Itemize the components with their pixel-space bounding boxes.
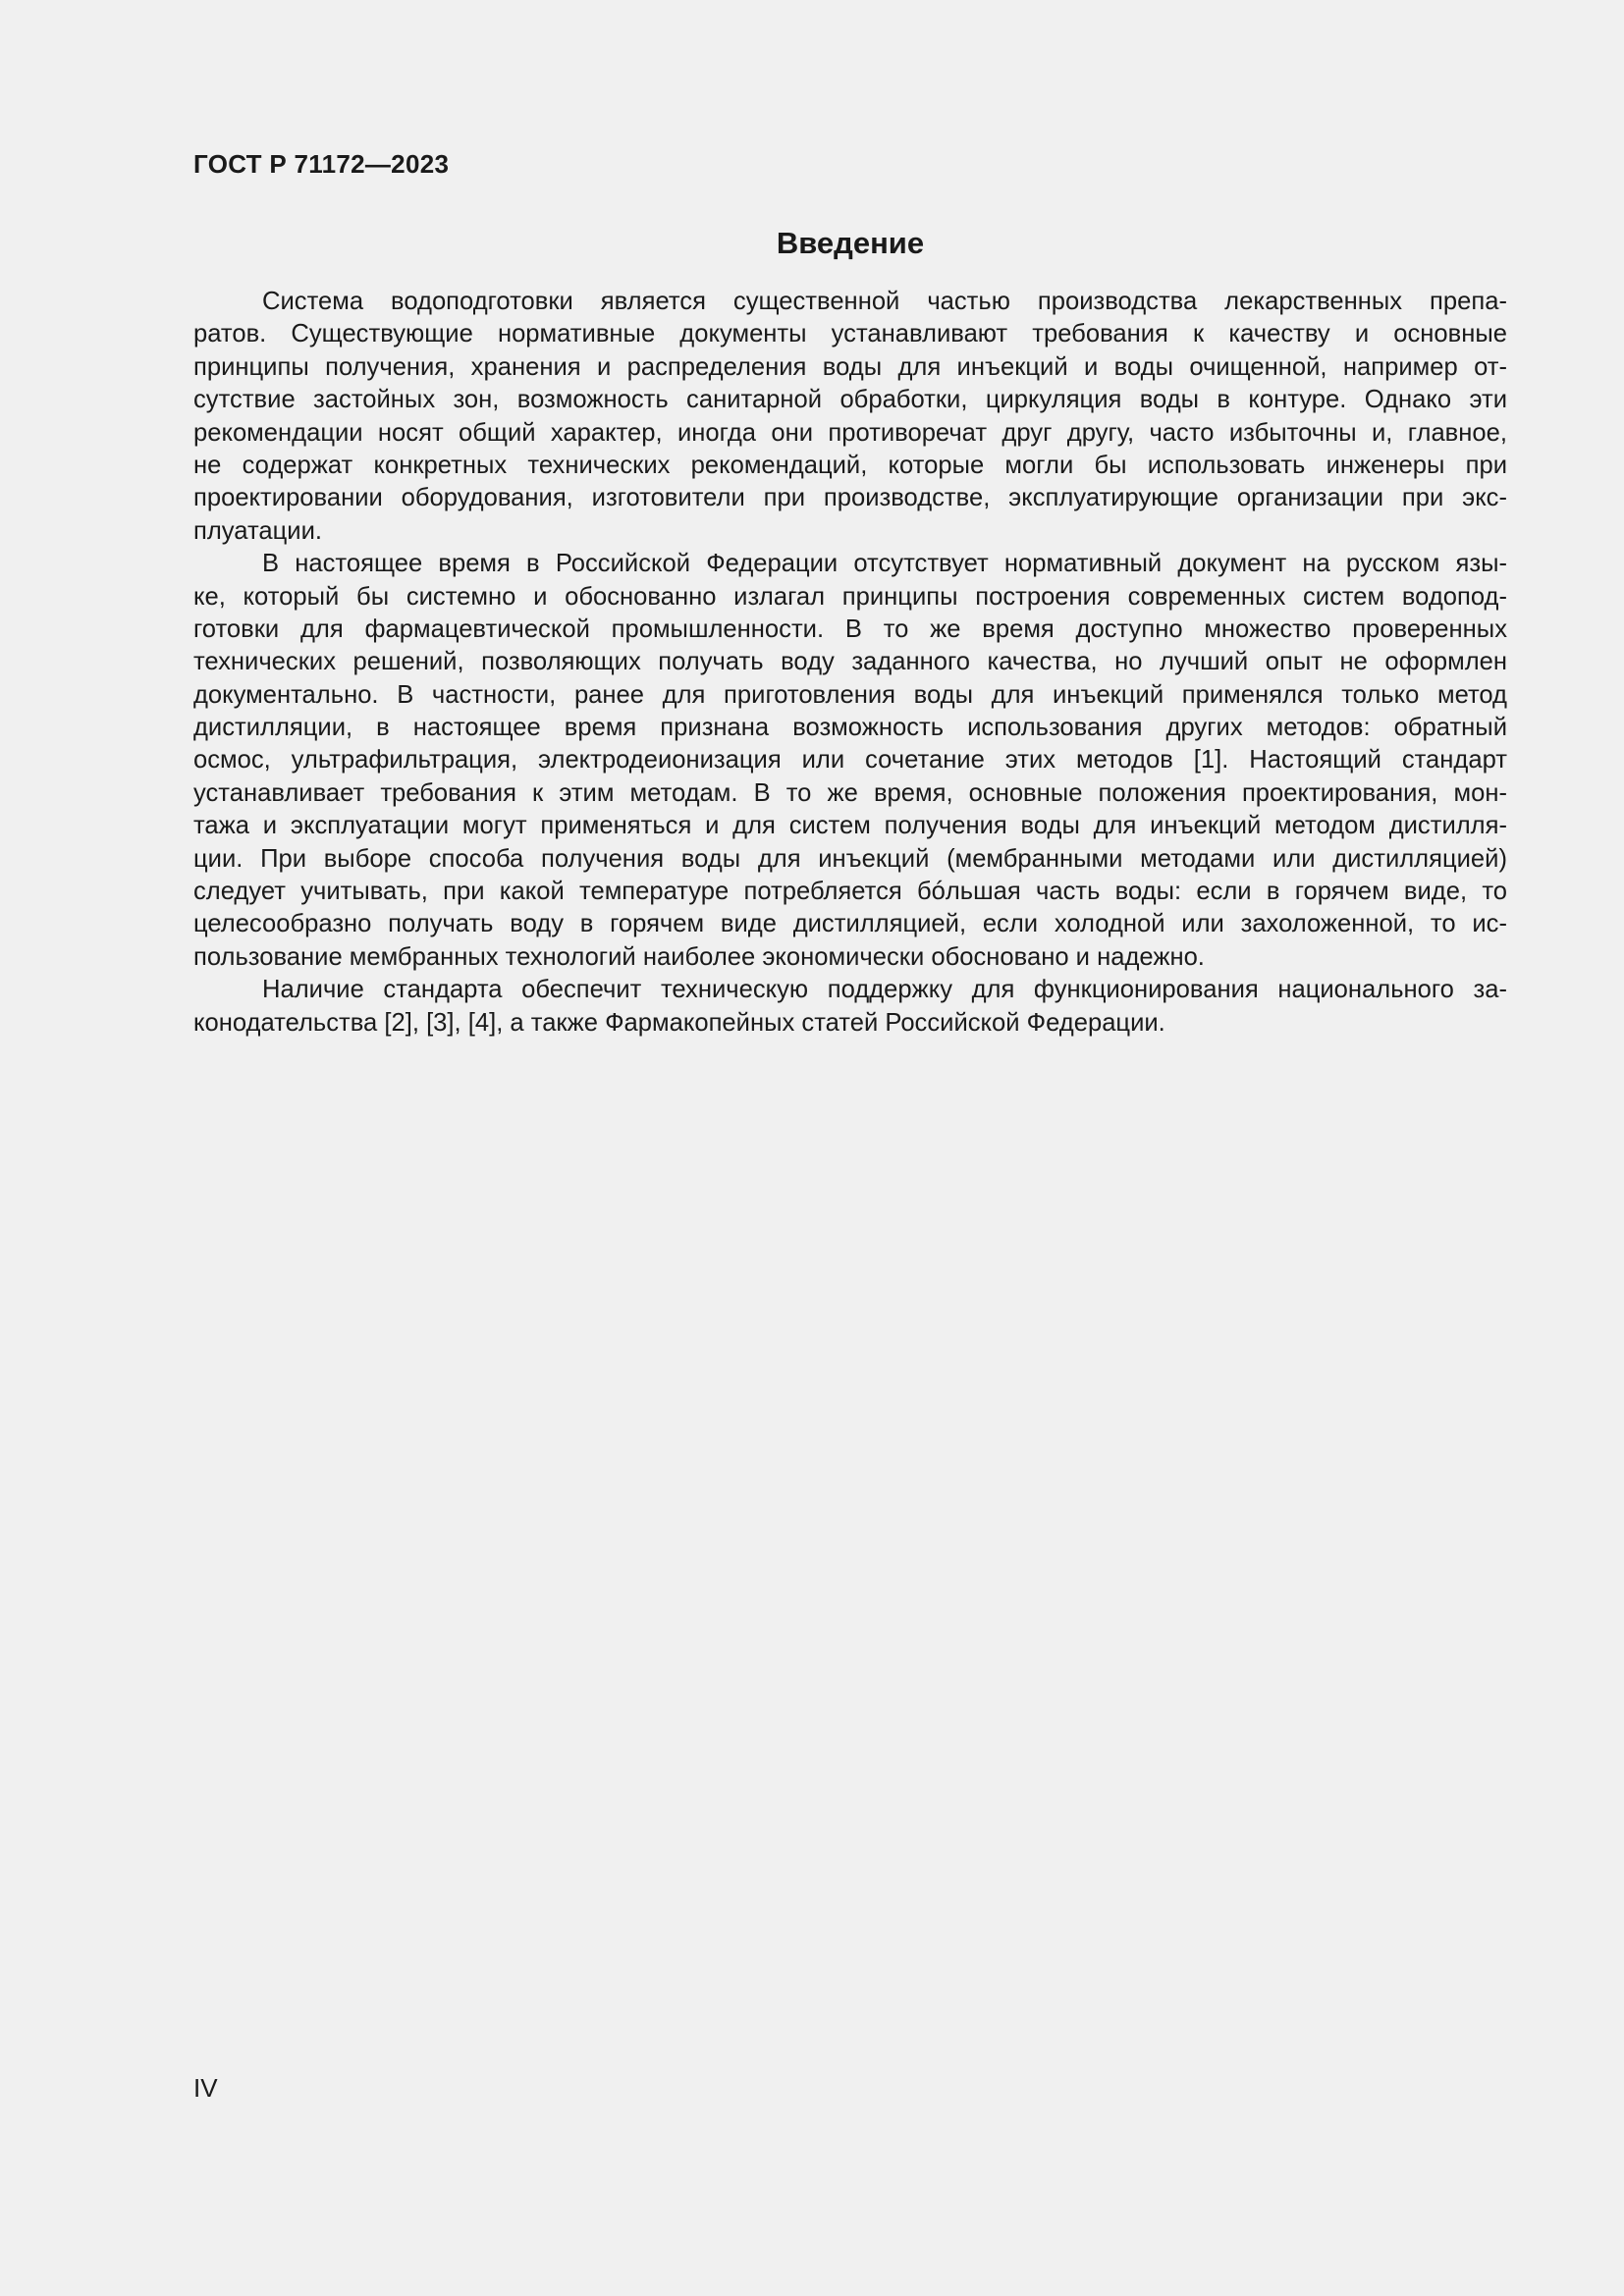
paragraph-1 xyxy=(193,286,1507,548)
text-line: следует учитывать, при какой температуре потребляется бóльшая часть воды: если в горячем виде, то xyxy=(193,878,1507,906)
text-line: осмос, ультрафильтрация, электродеионизация или сочетание этих методов [1]. Настоящий стандарт xyxy=(193,746,1507,774)
text-line: готовки для фармацевтической промышленности. В то же время доступно множество проверенных xyxy=(193,614,1507,643)
text-line: тажа и эксплуатации могут применяться и для систем получения воды для инъекций методом дистилля- xyxy=(193,812,1507,840)
text-line: конодательства [2], [3], [4], а также Фармакопейных статей Российской Федерации. xyxy=(193,1008,1165,1037)
text-line: сутствие застойных зон, возможность санитарной обработки, циркуляция воды в контуре. Однако эти xyxy=(193,386,1507,414)
text-line: дистилляции, в настоящее время признана возможность использования других методов: обратный xyxy=(193,714,1507,742)
text-line: пользование мембранных технологий наиболее экономически обосновано и надежно. xyxy=(193,942,1205,971)
standard-id: ГОСТ Р 71172—2023 xyxy=(193,149,450,179)
introduction-body xyxy=(193,286,1507,1040)
text-line: технических решений, позволяющих получать воду заданного качества, но лучший опыт не оформлен xyxy=(193,648,1507,676)
text-line: Система водоподготовки является существенной частью производства лекарственных препа- xyxy=(262,288,1507,315)
text-line: ции. При выборе способа получения воды для инъекций (мембранными методами или дистилляцией) xyxy=(193,844,1507,873)
text-line: устанавливает требования к этим методам. В то же время, основные положения проектирования, мон- xyxy=(193,778,1507,807)
text-line: Наличие стандарта обеспечит техническую поддержку для функционирования национального за- xyxy=(262,976,1507,1004)
text-line: плуатации. xyxy=(193,516,323,545)
text-line: рекомендации носят общий характер, иногда они противоречат друг другу, часто избыточны и, главное, xyxy=(193,418,1507,447)
text-line: В настоящее время в Российской Федерации отсутствует нормативный документ на русском язы- xyxy=(262,550,1507,578)
text-line: целесообразно получать воду в горячем виде дистилляцией, если холодной или захоложенной, то ис- xyxy=(193,910,1507,938)
text-line: ке, который бы системно и обоснованно излагал принципы построения современных систем водопод- xyxy=(193,582,1507,611)
paragraph-2 xyxy=(193,548,1507,974)
paragraph-3 xyxy=(193,974,1507,1040)
text-line: принципы получения, хранения и распределения воды для инъекций и воды очищенной, например от- xyxy=(193,352,1507,381)
page-number: IV xyxy=(193,2073,218,2103)
text-line: документально. В частности, ранее для приготовления воды для инъекций применялся только метод xyxy=(193,680,1507,709)
text-line: проектировании оборудования, изготовители при производстве, эксплуатирующие организации при экс- xyxy=(193,484,1507,512)
text-line: не содержат конкретных технических рекомендаций, которые могли бы использовать инженеры при xyxy=(193,451,1507,479)
text-line: ратов. Существующие нормативные документы устанавливают требования к качеству и основные xyxy=(193,320,1507,348)
section-title: Введение xyxy=(776,226,925,260)
